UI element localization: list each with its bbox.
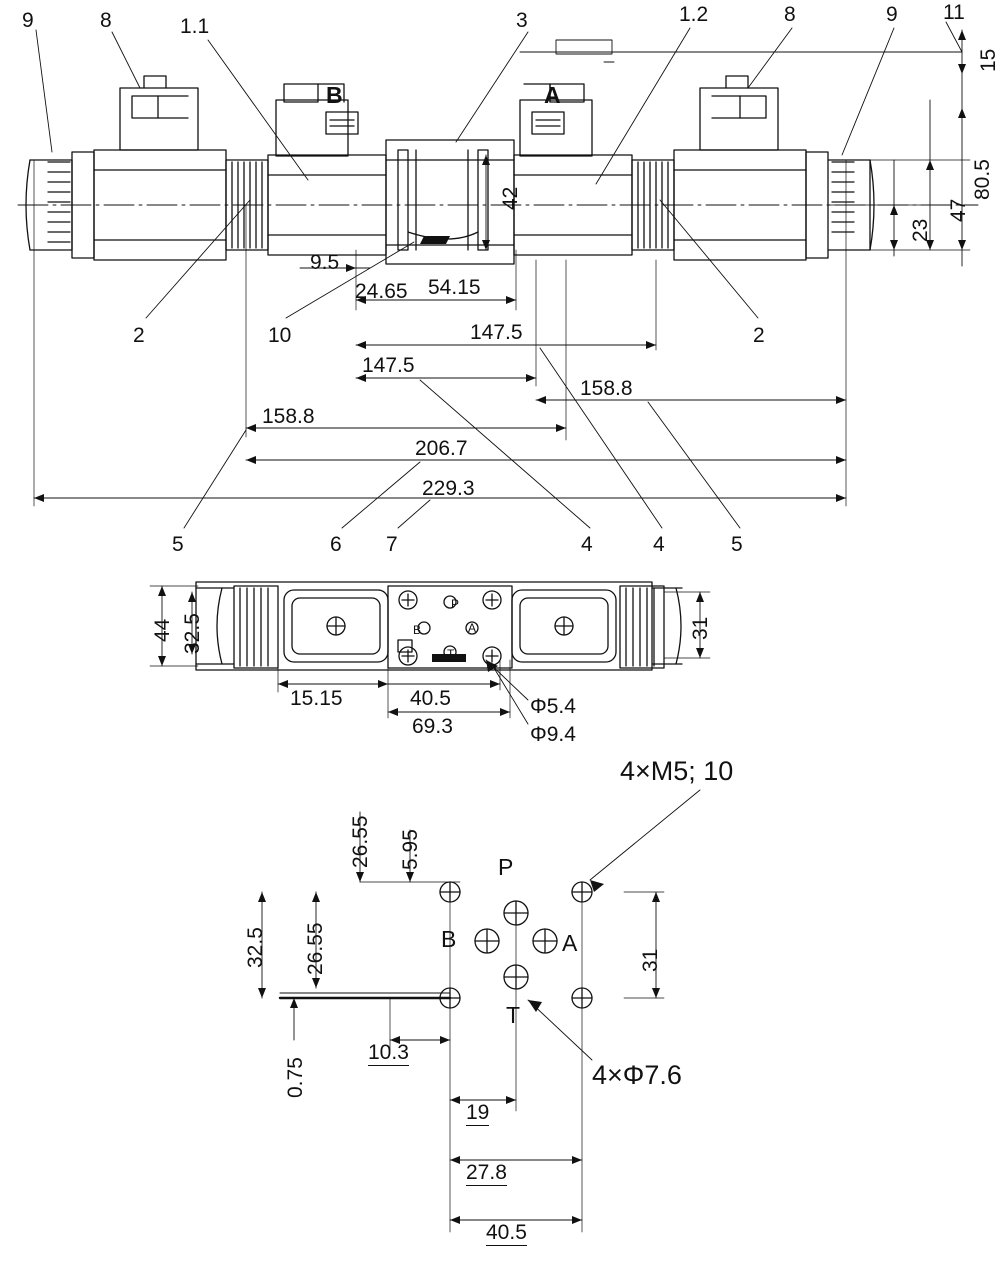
dim-5-95: 5.95 xyxy=(399,829,422,870)
solenoid-label-b: B xyxy=(326,82,343,108)
balloon-7: 7 xyxy=(386,533,398,556)
dim-54-15: 54.15 xyxy=(428,276,481,299)
dim-0-75: 0.75 xyxy=(284,1057,307,1098)
dim-32-5-top: 32.5 xyxy=(181,613,204,654)
dim-19: 19 xyxy=(466,1101,490,1124)
dim-31-pattern: 31 xyxy=(639,948,662,972)
dim-phi-5-4: Φ5.4 xyxy=(530,695,576,718)
dim-147-5-b: 147.5 xyxy=(362,354,415,377)
balloon-3: 3 xyxy=(516,9,528,32)
callout-4xm5: 4×M5; 10 xyxy=(620,756,734,786)
top-port-p: P xyxy=(451,597,460,611)
pattern-port-a: A xyxy=(562,930,578,956)
dim-23: 23 xyxy=(909,218,932,242)
dim-229-3: 229.3 xyxy=(422,477,475,500)
dim-32-5-pattern: 32.5 xyxy=(244,927,267,968)
balloon-10: 10 xyxy=(268,324,292,347)
dim-158-8-a: 158.8 xyxy=(580,377,633,400)
dim-42: 42 xyxy=(499,186,522,210)
top-port-b: B xyxy=(413,623,422,637)
pattern-port-t: T xyxy=(506,1002,521,1028)
balloon-6: 6 xyxy=(330,533,342,556)
dim-15: 15 xyxy=(977,48,1000,72)
balloon-4-right: 4 xyxy=(653,533,665,556)
pattern-port-b: B xyxy=(441,926,457,952)
dim-15-15: 15.15 xyxy=(290,687,343,710)
balloon-2-right: 2 xyxy=(753,324,765,347)
dim-40-5-pattern: 40.5 xyxy=(486,1221,527,1244)
dim-26-55-a: 26.55 xyxy=(349,815,372,868)
dim-27-8: 27.8 xyxy=(466,1161,507,1184)
dim-40-5-top: 40.5 xyxy=(410,687,451,710)
balloon-8-right: 8 xyxy=(784,3,796,26)
balloon-5-left: 5 xyxy=(172,533,184,556)
dim-phi-9-4: Φ9.4 xyxy=(530,723,576,746)
solenoid-label-a: A xyxy=(544,82,561,108)
dim-31-top: 31 xyxy=(689,616,712,640)
balloon-1-1: 1.1 xyxy=(180,15,210,38)
dim-26-55-b: 26.55 xyxy=(304,922,327,975)
balloon-1-2: 1.2 xyxy=(679,3,709,26)
callout-4xphi7-6: 4×Φ7.6 xyxy=(592,1060,682,1090)
balloon-4-left: 4 xyxy=(581,533,593,556)
dim-147-5-a: 147.5 xyxy=(470,321,523,344)
balloon-8-left: 8 xyxy=(100,9,112,32)
dim-206-7: 206.7 xyxy=(415,437,468,460)
balloon-5-right: 5 xyxy=(731,533,743,556)
balloon-9-right: 9 xyxy=(886,3,898,26)
dim-10-3: 10.3 xyxy=(368,1041,409,1064)
dim-9-5: 9.5 xyxy=(310,251,340,274)
balloon-2-left: 2 xyxy=(133,324,145,347)
top-port-a: A xyxy=(468,621,477,635)
dim-158-8-b: 158.8 xyxy=(262,405,315,428)
pattern-port-p: P xyxy=(498,854,514,880)
dim-24-65: 24.65 xyxy=(355,280,408,303)
dim-69-3: 69.3 xyxy=(412,715,453,738)
dim-44: 44 xyxy=(151,618,174,642)
balloon-9-left: 9 xyxy=(22,9,34,32)
balloon-11: 11 xyxy=(943,1,965,24)
dim-47: 47 xyxy=(947,198,970,222)
dim-80-5: 80.5 xyxy=(971,159,994,200)
top-port-t: T xyxy=(447,647,455,661)
